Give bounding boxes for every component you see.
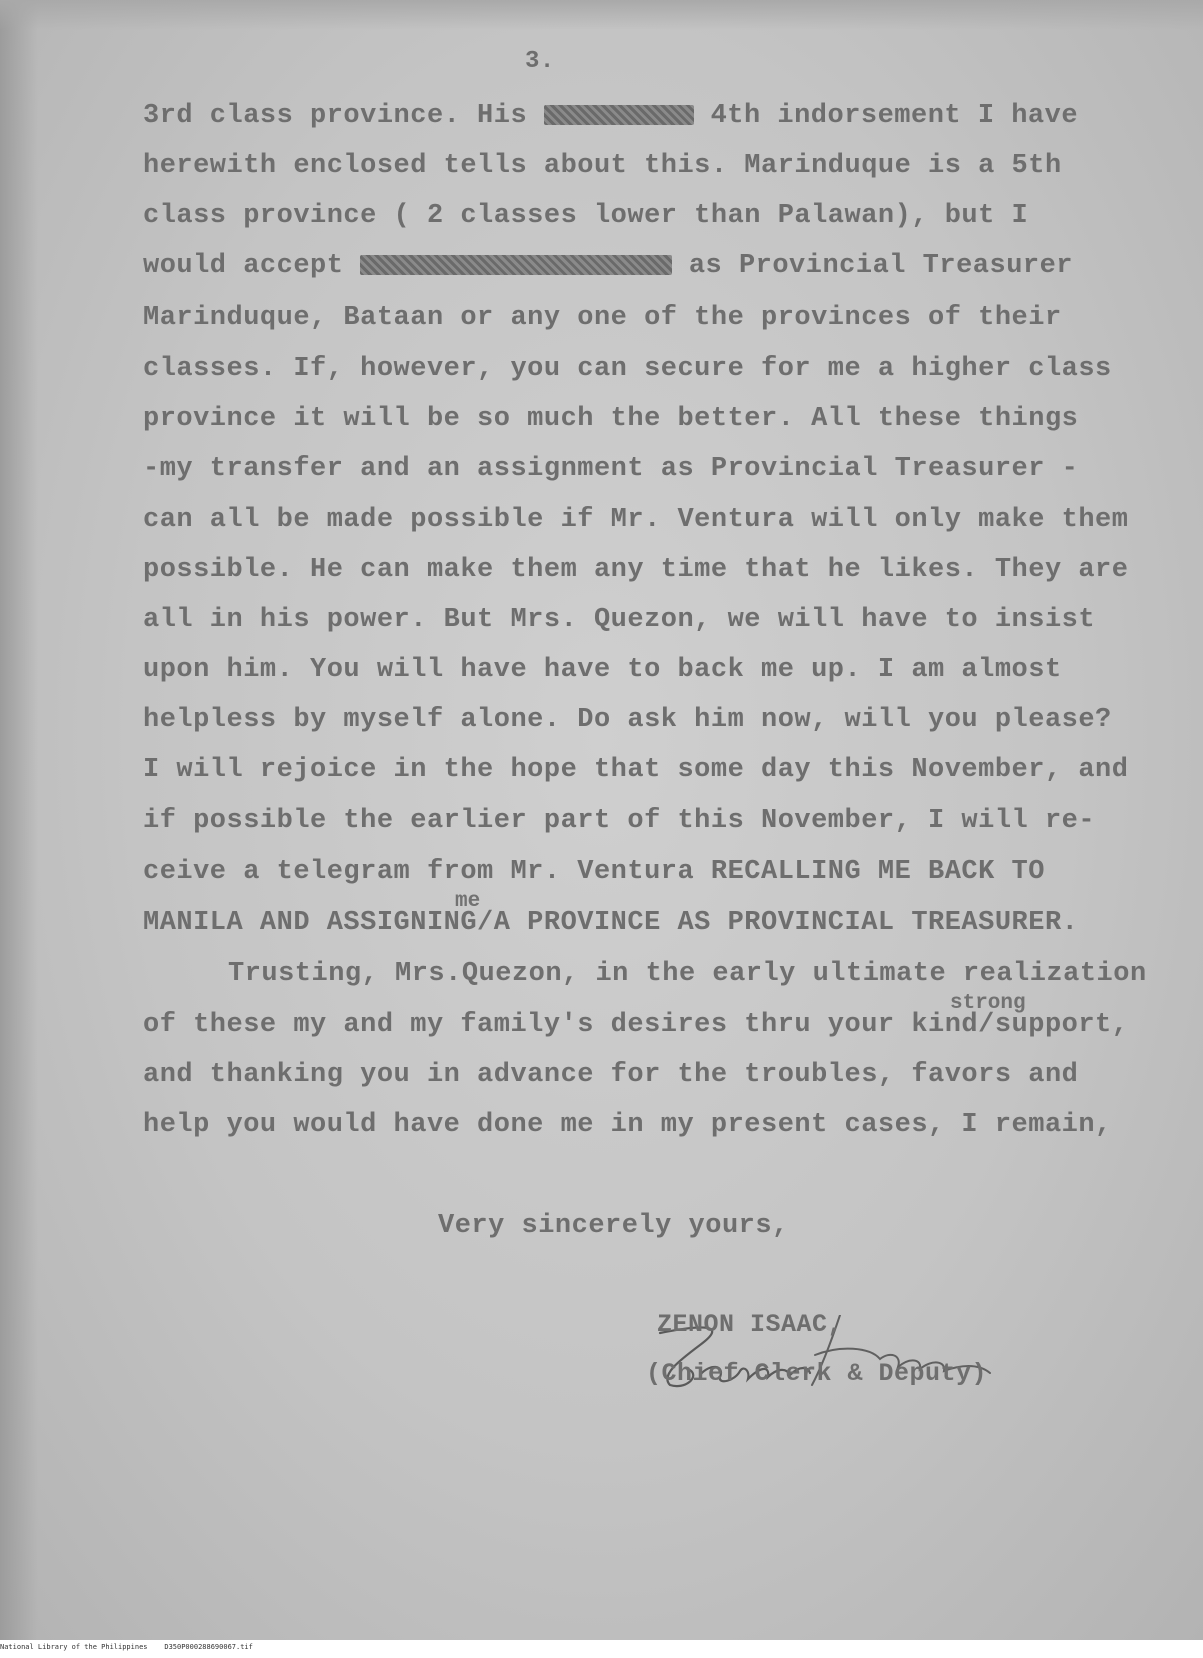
- struck-word-amended: [544, 105, 694, 125]
- closing-line: Very sincerely yours,: [438, 1211, 789, 1241]
- line4-text-b: as Provincial Treasurer: [672, 251, 1074, 281]
- body-line-15: if possible the earlier part of this November, I will re-: [143, 806, 1096, 836]
- body-line-20: and thanking you in advance for the troubles, favors and: [143, 1060, 1079, 1090]
- signer-name: ZENON ISAAC,: [657, 1310, 844, 1339]
- interlined-word-me: me: [455, 890, 481, 913]
- body-line-2: herewith enclosed tells about this. Marinduque is a 5th: [143, 151, 1062, 181]
- line4-text-a: would accept: [143, 251, 361, 281]
- body-line-5: Marinduque, Bataan or any one of the provinces of their: [143, 303, 1062, 333]
- body-line-11: all in his power. But Mrs. Quezon, we will have to insist: [143, 605, 1096, 635]
- body-line-21: help you would have done me in my present cases, I remain,: [143, 1110, 1112, 1140]
- body-line-9: can all be made possible if Mr. Ventura will only make them: [143, 505, 1129, 535]
- page-number: 3.: [525, 48, 555, 75]
- body-line-1: [143, 103, 1078, 130]
- interlined-word-strong: strong: [950, 992, 1026, 1015]
- archive-footer: National Library of the Philippines D350P000288690067.tif: [0, 1643, 253, 1651]
- body-line-12: upon him. You will have have to back me up. I am almost: [143, 655, 1062, 685]
- body-line-19: of these my and my family's desires thru your kind/support,: [143, 1010, 1129, 1040]
- signer-title: (Chief Clerk & Deputy): [646, 1359, 988, 1388]
- body-line-16: ceive a telegram from Mr. Ventura RECALLING ME BACK TO: [143, 857, 1045, 887]
- body-line-14: I will rejoice in the hope that some day this November, and: [143, 755, 1129, 785]
- body-line-6: classes. If, however, you can secure for me a higher class: [143, 354, 1112, 384]
- body-line-4: [143, 253, 1073, 280]
- body-line-18: Trusting, Mrs.Quezon, in the early ultimate realization: [228, 959, 1147, 989]
- struck-words-marinduque-bataan: [360, 255, 672, 275]
- body-line-13: helpless by myself alone. Do ask him now, will you please?: [143, 705, 1112, 735]
- line1-text-a: 3rd class province. His: [143, 101, 544, 131]
- body-line-10: possible. He can make them any time that he likes. They are: [143, 555, 1129, 585]
- line1-text-b: 4th indorsement I have: [693, 101, 1079, 131]
- body-line-7: province it will be so much the better. All these things: [143, 404, 1079, 434]
- body-line-17: MANILA AND ASSIGNING/A PROVINCE AS PROVINCIAL TREASURER.: [143, 908, 1079, 938]
- body-line-8: -my transfer and an assignment as Provincial Treasurer -: [143, 454, 1079, 484]
- body-line-3: class province ( 2 classes lower than Palawan), but I: [143, 201, 1029, 231]
